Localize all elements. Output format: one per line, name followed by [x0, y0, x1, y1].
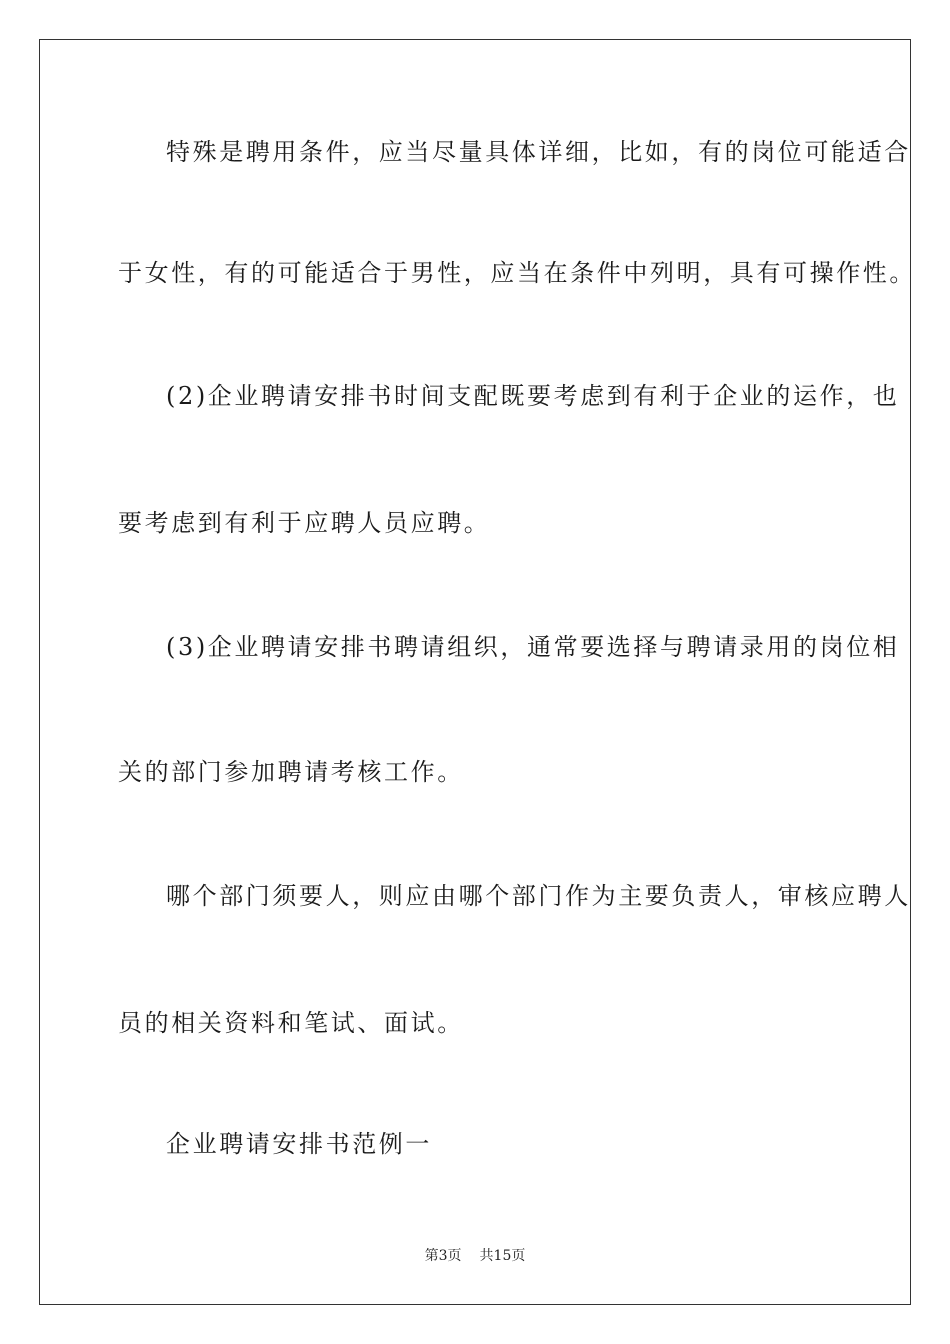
paragraph-line-1: 特殊是聘用条件，应当尽量具体详细，比如，有的岗位可能适合	[166, 138, 911, 166]
paragraph-line-6: 关的部门参加聘请考核工作。	[118, 758, 464, 786]
page-footer	[0, 1247, 950, 1265]
paragraph-line-7: 哪个部门须要人，则应由哪个部门作为主要负责人，审核应聘人	[166, 882, 911, 910]
page-total: 共15页	[479, 1248, 526, 1264]
section-heading: 企业聘请安排书范例一	[166, 1130, 432, 1158]
paragraph-line-3: (2)企业聘请安排书时间支配既要考虑到有利于企业的运作，也	[166, 382, 900, 410]
page-number: 第3页	[424, 1248, 462, 1264]
paragraph-line-4: 要考虑到有利于应聘人员应聘。	[118, 509, 491, 537]
paragraph-line-2: 于女性，有的可能适合于男性，应当在条件中列明，具有可操作性。	[118, 259, 916, 287]
paragraph-line-8: 员的相关资料和笔试、面试。	[118, 1009, 464, 1037]
page-border	[39, 39, 916, 1305]
paragraph-line-5: (3)企业聘请安排书聘请组织，通常要选择与聘请录用的岗位相	[166, 633, 900, 661]
